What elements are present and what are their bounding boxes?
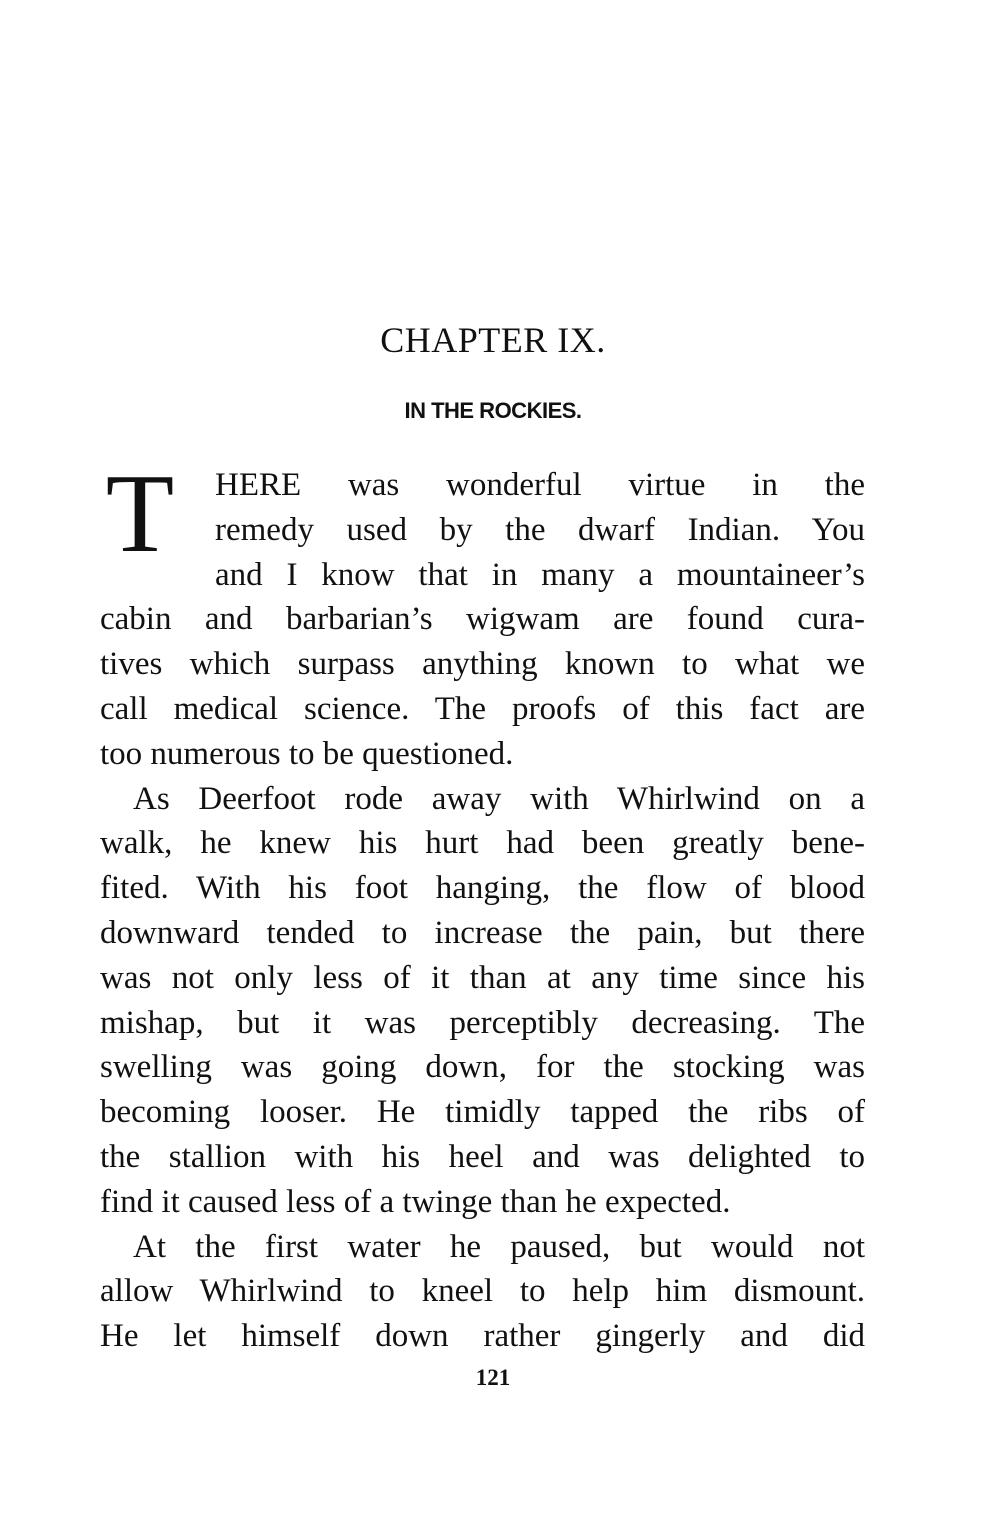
text-line: swelling was going down, for the stocking was bbox=[100, 1049, 865, 1086]
text-line: becoming looser. He timidly tapped the ribs of bbox=[100, 1094, 865, 1131]
text-line: remedy used by the dwarf Indian. You bbox=[215, 511, 865, 548]
text-line: At the first water he paused, but would not bbox=[133, 1228, 865, 1265]
page-number: 121 bbox=[475, 1365, 511, 1390]
text-line: call medical science. The proofs of this fact are bbox=[100, 690, 865, 727]
body-text bbox=[100, 452, 865, 1359]
text-line: the stallion with his heel and was delighted to bbox=[100, 1138, 865, 1175]
text-line: cabin and barbarian’s wigwam are found cura- bbox=[100, 601, 865, 638]
text-line: mishap, but it was perceptibly decreasing. The bbox=[100, 1004, 865, 1041]
text-line: downward tended to increase the pain, but there bbox=[100, 914, 865, 951]
text-line: find it caused less of a twinge than he expected. bbox=[100, 1183, 731, 1220]
text-line: allow Whirlwind to kneel to help him dismount. bbox=[100, 1273, 865, 1310]
text-line: and I know that in many a mountaineer’s bbox=[215, 556, 865, 593]
chapter-subtitle: IN THE ROCKIES. bbox=[404, 398, 582, 423]
text-line: walk, he knew his hurt had been greatly bene- bbox=[100, 825, 865, 862]
text-line: was not only less of it than at any time since his bbox=[100, 959, 865, 996]
text-line: too numerous to be questioned. bbox=[100, 735, 514, 772]
text-line: tives which surpass anything known to what we bbox=[100, 646, 865, 683]
text-line: He let himself down rather gingerly and did bbox=[100, 1318, 865, 1355]
text-line: HERE was wonderful virtue in the bbox=[215, 467, 865, 503]
text-line: As Deerfoot rode away with Whirlwind on a bbox=[133, 780, 865, 817]
drop-cap-letter: T bbox=[105, 452, 175, 576]
chapter-title: CHAPTER IX. bbox=[380, 320, 606, 360]
text-line: fited. With his foot hanging, the flow of blood bbox=[100, 870, 865, 907]
